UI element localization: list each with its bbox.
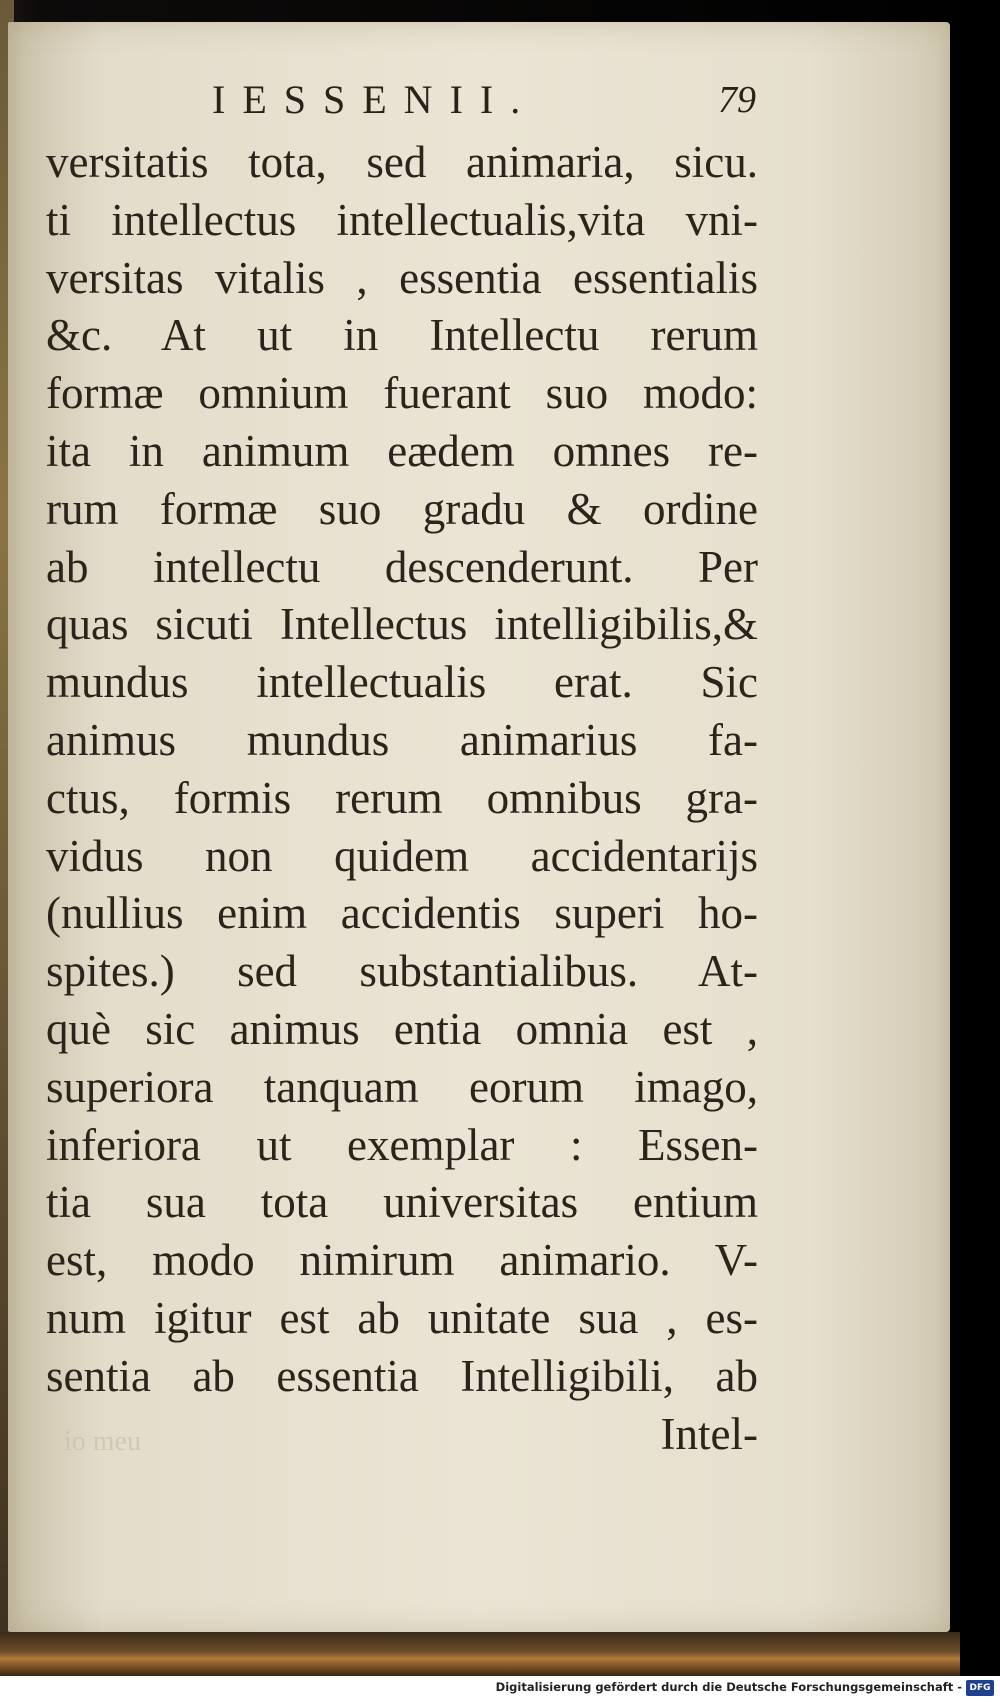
text-line: tia sua tota universitas entium <box>46 1177 758 1228</box>
text-line: versitas vitalis , essentia essentialis <box>46 252 758 303</box>
text-line: ctus, formis rerum omnibus gra- <box>46 772 758 823</box>
dfg-logo: DFG <box>966 1680 994 1696</box>
text-line: sentia ab essentia Intelligibili, ab <box>46 1350 758 1401</box>
text-line: versitatis tota, sed animaria, sicu. <box>46 137 758 187</box>
text-line: vidus non quidem accidentarijs <box>46 830 758 881</box>
text-line: inferiora ut exemplar : Essen- <box>46 1119 758 1170</box>
bleed-through-text: io meu <box>64 1426 141 1457</box>
book-bottom-edge <box>0 1632 960 1676</box>
running-head: IESSENII. <box>212 77 538 122</box>
text-line: &c. At ut in Intellectu rerum <box>46 310 758 361</box>
text-line: est, modo nimirum animario. V- <box>46 1235 758 1286</box>
page-number: 79 <box>718 79 756 121</box>
text-line: quas sicuti Intellectus intelligibilis,& <box>46 599 758 650</box>
text-line: mundus intellectualis erat. Sic <box>46 657 758 708</box>
text-line: num igitur est ab unitate sua , es- <box>46 1292 758 1343</box>
body-text <box>46 134 758 1463</box>
catchword: Intel- <box>660 1408 758 1459</box>
text-line: què sic animus entia omnia est , <box>46 1003 758 1054</box>
text-line: superiora tanquam eorum imago, <box>46 1061 758 1112</box>
page-header <box>0 76 1000 126</box>
text-line: animus mundus animarius fa- <box>46 714 758 765</box>
text-line: rum formæ suo gradu & ordine <box>46 483 758 534</box>
text-line: ab intellectu descenderunt. Per <box>46 541 758 592</box>
text-line: spites.) sed substantialibus. At- <box>46 946 758 997</box>
funding-footer <box>0 1676 1000 1702</box>
text-line: (nullius enim accidentis superi ho- <box>46 888 758 939</box>
text-line: ti intellectus intellectualis,vita vni- <box>46 194 758 245</box>
text-line: ita in animum eædem omnes re- <box>46 425 758 476</box>
text-line: formæ omnium fuerant suo modo: <box>46 368 758 419</box>
funding-note: Digitalisierung gefördert durch die Deutsche Forschungsgemeinschaft - <box>495 1680 962 1694</box>
